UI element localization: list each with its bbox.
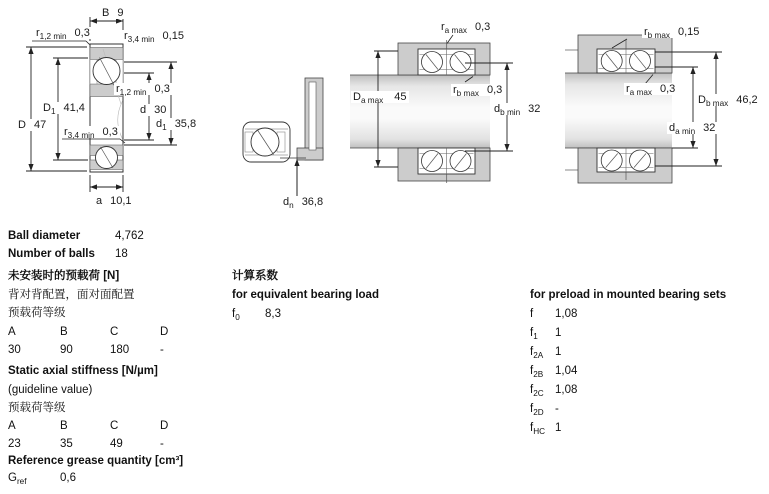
number-of-balls-value: 18 <box>115 248 128 260</box>
preload-class-label: 预载荷等级 <box>8 307 66 319</box>
number-of-balls-row <box>8 248 208 261</box>
dim-label-B: B 9 <box>102 7 124 19</box>
factor-symbol: $f_{HC}$ <box>530 422 546 436</box>
dim-label-D1: $D_1$ 41,4 <box>43 102 85 116</box>
factor-row-f2b <box>530 365 650 378</box>
preload-values-row: 30 90 180 - <box>8 344 164 356</box>
stiffness-subtitle: (guideline value) <box>8 384 93 396</box>
dim-label-r12-mid: $r_{1,2 min}$ 0,3 <box>116 83 170 97</box>
grease-title: Reference grease quantity [cm³] <box>8 455 184 467</box>
number-of-balls-label: Number of balls <box>8 248 95 260</box>
factor-row-fhc <box>530 422 650 435</box>
factor-row-f2c <box>530 384 650 397</box>
stiffness-values-row: 23 35 49 - <box>8 438 164 450</box>
factor-symbol: $f_{2A}$ <box>530 346 544 360</box>
dim-label-rb-max-4: $r_{b max}$ 0,15 <box>644 26 700 40</box>
stiffness-class-headers: A B C D <box>8 420 169 432</box>
ball-diameter-row <box>8 230 208 243</box>
preload-mounted-title: for preload in mounted bearing sets <box>530 289 727 301</box>
dim-label-D: D 47 <box>18 119 47 131</box>
preload-unmounted-title: 未安装时的预载荷 [N] <box>8 270 120 282</box>
factor-value: 1 <box>555 346 562 358</box>
dim-label-r12-top: $r_{1,2 min}$ 0,3 <box>36 27 90 41</box>
dim-label-rb-max-3: $r_{b max}$ 0,3 <box>453 84 503 98</box>
factor-value: 1,04 <box>555 365 578 377</box>
factor-symbol: $f_{2D}$ <box>530 403 544 417</box>
factor-symbol: $f_{2C}$ <box>530 384 544 398</box>
factor-symbol: $f_1$ <box>530 327 538 341</box>
factor-value: 1,08 <box>555 308 578 320</box>
dim-label-d1: $d_1$ 35,8 <box>156 118 197 132</box>
factor-symbol: f <box>530 308 534 320</box>
factor-symbol: $f_{2B}$ <box>530 365 544 379</box>
calc-factors-title: 计算系数 <box>232 270 278 282</box>
factor-row-f <box>530 308 650 321</box>
factor-value: - <box>555 403 559 415</box>
factor-row-f1 <box>530 327 650 340</box>
dim-label-da-min: $d_{a min}$ 32 <box>669 122 716 136</box>
f0-value: 8,3 <box>265 308 281 320</box>
dim-label-ra-max-4: $r_{a max}$ 0,3 <box>626 83 676 97</box>
dim-label-dn: $d_n$ 36,8 <box>283 196 324 210</box>
dim-label-d: d 30 <box>140 104 167 116</box>
factor-value: 1 <box>555 422 562 434</box>
f0-row <box>232 308 352 321</box>
f0-symbol: $f_0$ <box>232 308 240 322</box>
stiffness-class-label: 预载荷等级 <box>8 402 66 414</box>
dim-label-Da-max: $D_{a max}$ 45 <box>353 91 407 105</box>
dim-label-a: a 10,1 <box>96 195 132 207</box>
ball-diameter-label: Ball diameter <box>8 230 81 242</box>
factor-value: 1,08 <box>555 384 578 396</box>
equiv-load-title: for equivalent bearing load <box>232 289 379 301</box>
grease-row <box>8 472 208 485</box>
dim-label-r34-top: $r_{3,4 min}$ 0,15 <box>124 30 184 44</box>
preload-arrangement-subtitle: 背对背配置，面对面配置 <box>8 289 135 301</box>
stiffness-title: Static axial stiffness [N/µm] <box>8 365 158 377</box>
bearing-abutment-diagram <box>230 48 350 213</box>
factor-row-f2d <box>530 403 650 416</box>
ball-diameter-value: 4,762 <box>115 230 144 242</box>
grease-value: 0,6 <box>60 472 76 484</box>
dim-label-db-min: $d_{b min}$ 32 <box>494 103 541 117</box>
factor-value: 1 <box>555 327 562 339</box>
grease-symbol: $G_{ref}$ <box>8 472 27 486</box>
factor-row-f2a <box>530 346 650 359</box>
dim-label-Db-max: $D_{b max}$ 46,2 <box>698 94 758 108</box>
dim-label-r34-mid: $r_{3,4 min}$ 0,3 <box>64 126 118 140</box>
preload-class-headers: A B C D <box>8 326 169 338</box>
dim-label-ra-max-3: $r_{a max}$ 0,3 <box>441 21 491 35</box>
